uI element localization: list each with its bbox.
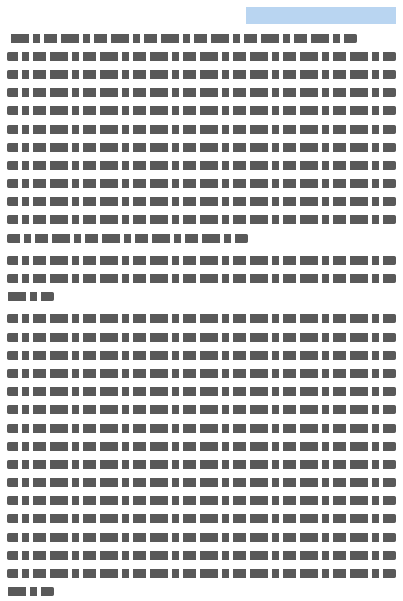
text-line <box>7 346 396 364</box>
heading-row <box>7 6 396 26</box>
text-line <box>7 437 396 455</box>
text-line <box>7 211 396 229</box>
text-line <box>7 229 396 247</box>
text-line <box>7 564 396 582</box>
text-line <box>7 269 396 287</box>
paragraph <box>7 251 396 306</box>
text-line <box>7 47 396 65</box>
text-line <box>7 138 396 156</box>
text-line <box>7 583 396 601</box>
text-line <box>7 29 396 47</box>
text-line <box>7 120 396 138</box>
text-selection-highlight <box>246 7 396 24</box>
text-line <box>7 401 396 419</box>
text-line <box>7 175 396 193</box>
paragraph <box>7 29 396 247</box>
text-line <box>7 419 396 437</box>
text-line <box>7 310 396 328</box>
text-line <box>7 528 396 546</box>
text-line <box>7 65 396 83</box>
text-line <box>7 84 396 102</box>
text-line <box>7 364 396 382</box>
text-line <box>7 455 396 473</box>
text-line <box>7 546 396 564</box>
text-line <box>7 251 396 269</box>
text-line <box>7 102 396 120</box>
text-line <box>7 474 396 492</box>
text-line <box>7 328 396 346</box>
text-line <box>7 288 396 306</box>
text-line <box>7 193 396 211</box>
text-line <box>7 156 396 174</box>
text-line <box>7 383 396 401</box>
text-line <box>7 492 396 510</box>
text-line <box>7 510 396 528</box>
paragraph <box>7 310 396 601</box>
